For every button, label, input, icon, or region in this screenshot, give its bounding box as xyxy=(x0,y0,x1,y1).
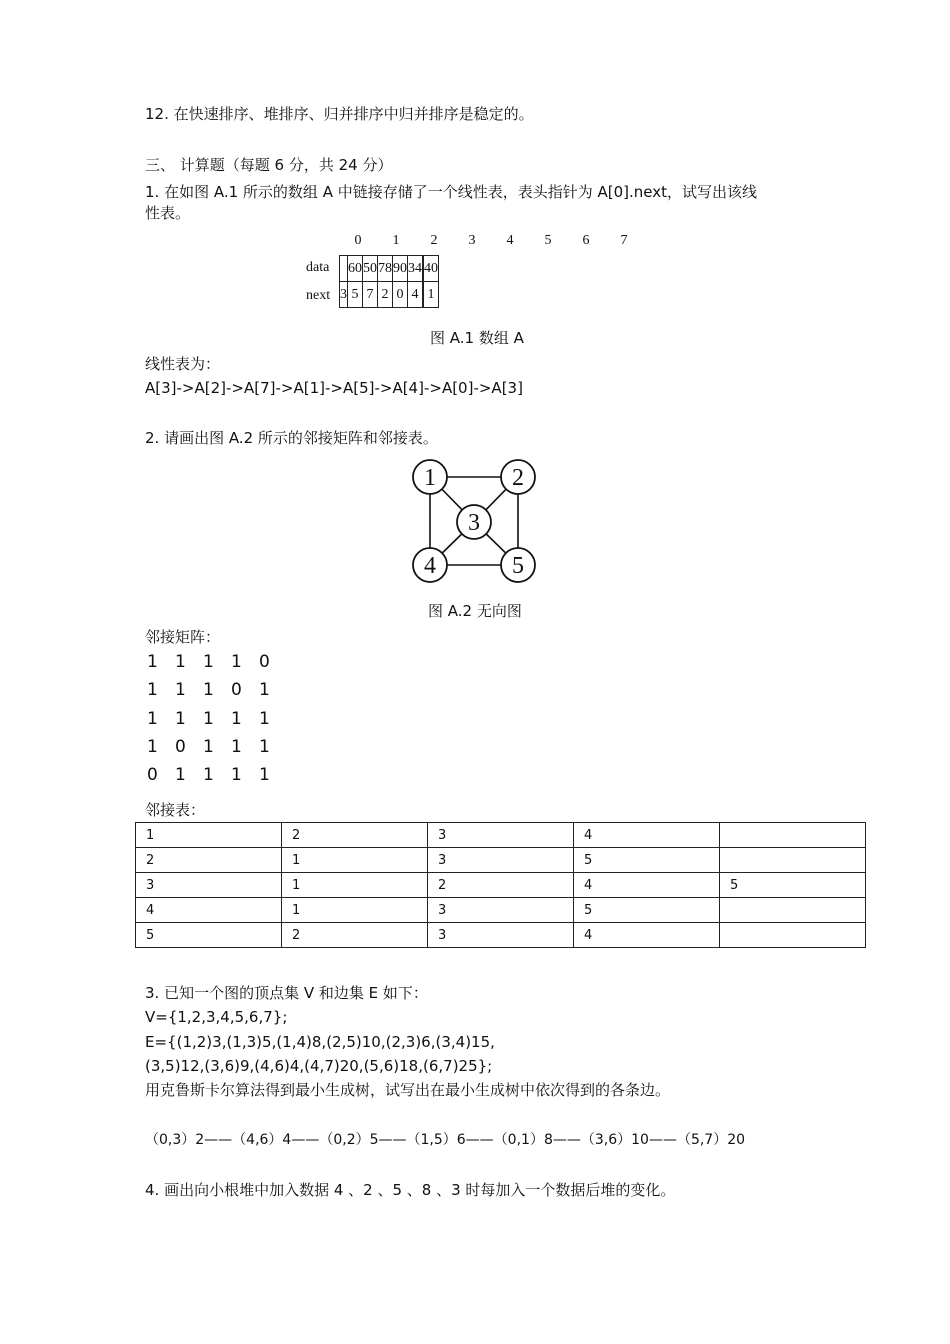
matrix-cell: 1 xyxy=(147,680,158,700)
table-cell: 4 xyxy=(574,873,720,898)
array-cell: 0 xyxy=(393,282,408,308)
array-cell: 50 xyxy=(363,256,378,282)
table-cell: 4 xyxy=(574,823,720,848)
matrix-cell: 1 xyxy=(231,709,242,729)
problem-1-line-1: 1. 在如图 A.1 所示的数组 A 中链接存储了一个线性表，表头指针为 A[0].next，试写出该线 xyxy=(145,183,758,201)
matrix-cell: 1 xyxy=(147,737,158,757)
matrix-cell: 1 xyxy=(175,709,186,729)
matrix-cell: 1 xyxy=(175,765,186,785)
table-row xyxy=(136,873,866,898)
table-cell xyxy=(720,823,866,848)
array-cell: 34 xyxy=(408,256,423,282)
table-cell: 1 xyxy=(136,823,282,848)
array-index: 5 xyxy=(544,233,552,248)
table-cell: 5 xyxy=(136,923,282,948)
matrix-cell: 1 xyxy=(203,737,214,757)
matrix-cell: 0 xyxy=(259,652,270,672)
table-row xyxy=(136,848,866,873)
array-cell: 4 xyxy=(408,282,423,308)
array-cell xyxy=(340,256,348,282)
table-cell: 2 xyxy=(282,923,428,948)
next-row xyxy=(340,282,439,308)
question-12: 12. 在快速排序、堆排序、归并排序中归并排序是稳定的。 xyxy=(145,105,534,123)
array-index: 4 xyxy=(506,233,514,248)
table-row xyxy=(136,823,866,848)
matrix-row xyxy=(147,765,287,785)
array-index: 6 xyxy=(582,233,590,248)
array-index: 7 xyxy=(620,233,628,248)
array-index: 3 xyxy=(468,233,476,248)
array-cell: 7 xyxy=(363,282,378,308)
matrix-cell: 1 xyxy=(231,737,242,757)
table-cell: 3 xyxy=(428,898,574,923)
matrix-row xyxy=(147,737,287,757)
linear-list-label: 线性表为： xyxy=(145,355,221,373)
table-cell: 5 xyxy=(574,898,720,923)
matrix-cell: 1 xyxy=(203,680,214,700)
matrix-row xyxy=(147,652,287,672)
table-row xyxy=(136,923,866,948)
table-cell: 1 xyxy=(282,848,428,873)
array-cell: 2 xyxy=(378,282,393,308)
matrix-cell: 0 xyxy=(231,680,242,700)
data-row xyxy=(340,256,439,282)
section-title: 三、 计算题（每题 6 分，共 24 分） xyxy=(145,156,393,174)
array-cell: 3 xyxy=(340,282,348,308)
matrix-cell: 0 xyxy=(147,765,158,785)
matrix-cell: 1 xyxy=(175,680,186,700)
table-cell: 2 xyxy=(282,823,428,848)
matrix-cell: 1 xyxy=(259,709,270,729)
array-cell: 78 xyxy=(378,256,393,282)
graph-node-label: 1 xyxy=(424,465,436,491)
array-index: 1 xyxy=(392,233,400,248)
matrix-cell: 1 xyxy=(259,737,270,757)
array-cell: 90 xyxy=(393,256,408,282)
graph-node-label: 5 xyxy=(512,553,524,579)
table-cell: 5 xyxy=(574,848,720,873)
matrix-cell: 1 xyxy=(231,652,242,672)
table-cell: 3 xyxy=(428,848,574,873)
array-cell: 5 xyxy=(348,282,363,308)
matrix-cell: 1 xyxy=(203,709,214,729)
problem-3-line-2: V={1,2,3,4,5,6,7}; xyxy=(145,1008,288,1026)
table-cell xyxy=(720,923,866,948)
problem-4: 4. 画出向小根堆中加入数据 4 、2 、5 、8 、3 时每加入一个数据后堆的变化。 xyxy=(145,1181,676,1199)
matrix-cell: 1 xyxy=(259,765,270,785)
graph-node-label: 3 xyxy=(468,510,480,536)
table-cell: 4 xyxy=(136,898,282,923)
matrix-cell: 0 xyxy=(175,737,186,757)
array-cell: 60 xyxy=(348,256,363,282)
array-index: 0 xyxy=(354,233,362,248)
matrix-cell: 1 xyxy=(203,652,214,672)
figure-a1-caption: 图 A.1 数组 A xyxy=(430,329,524,347)
problem-3-line-1: 3. 已知一个图的顶点集 V 和边集 E 如下： xyxy=(145,984,428,1002)
problem-1-line-2: 性表。 xyxy=(145,204,191,222)
table-cell: 5 xyxy=(720,873,866,898)
table-row xyxy=(136,898,866,923)
table-cell: 3 xyxy=(136,873,282,898)
table-cell xyxy=(720,848,866,873)
adjacency-table xyxy=(135,822,866,948)
matrix-row xyxy=(147,709,287,729)
adjacency-list-label: 邻接表： xyxy=(145,801,206,819)
table-cell: 4 xyxy=(574,923,720,948)
matrix-cell: 1 xyxy=(231,765,242,785)
matrix-cell: 1 xyxy=(175,652,186,672)
table-cell: 3 xyxy=(428,823,574,848)
matrix-cell: 1 xyxy=(203,765,214,785)
undirected-graph xyxy=(405,455,545,590)
matrix-cell: 1 xyxy=(147,652,158,672)
problem-3-line-3: E={(1,2)3,(1,3)5,(1,4)8,(2,5)10,(2,3)6,(3,4)15, xyxy=(145,1033,495,1051)
problem-2: 2. 请画出图 A.2 所示的邻接矩阵和邻接表。 xyxy=(145,429,438,447)
next-row-label: next xyxy=(306,288,331,303)
problem-3-answer: （0,3）2——（4,6）4——（0,2）5——（1,5）6——（0,1）8——（3,6）10——（5,7）20 xyxy=(145,1132,746,1148)
problem-3-line-5: 用克鲁斯卡尔算法得到最小生成树，试写出在最小生成树中依次得到的各条边。 xyxy=(145,1081,671,1099)
matrix-cell: 1 xyxy=(259,680,270,700)
array-cell: 40 xyxy=(424,256,439,282)
table-cell: 3 xyxy=(428,923,574,948)
table-cell: 1 xyxy=(282,898,428,923)
array-table xyxy=(339,255,439,308)
table-cell: 1 xyxy=(282,873,428,898)
data-row-label: data xyxy=(306,260,330,275)
figure-a2-caption: 图 A.2 无向图 xyxy=(428,602,522,620)
problem-3-line-4: (3,5)12,(3,6)9,(4,6)4,(4,7)20,(5,6)18,(6,7)25}; xyxy=(145,1057,493,1075)
table-cell: 2 xyxy=(428,873,574,898)
table-cell: 2 xyxy=(136,848,282,873)
graph-node-label: 2 xyxy=(512,465,524,491)
matrix-cell: 1 xyxy=(147,709,158,729)
table-cell xyxy=(720,898,866,923)
graph-node-label: 4 xyxy=(424,553,436,579)
array-cell: 1 xyxy=(424,282,439,308)
matrix-label: 邻接矩阵： xyxy=(145,628,221,646)
array-index: 2 xyxy=(430,233,438,248)
matrix-row xyxy=(147,680,287,700)
linear-list-answer: A[3]->A[2]->A[7]->A[1]->A[5]->A[4]->A[0]->A[3] xyxy=(145,379,523,397)
